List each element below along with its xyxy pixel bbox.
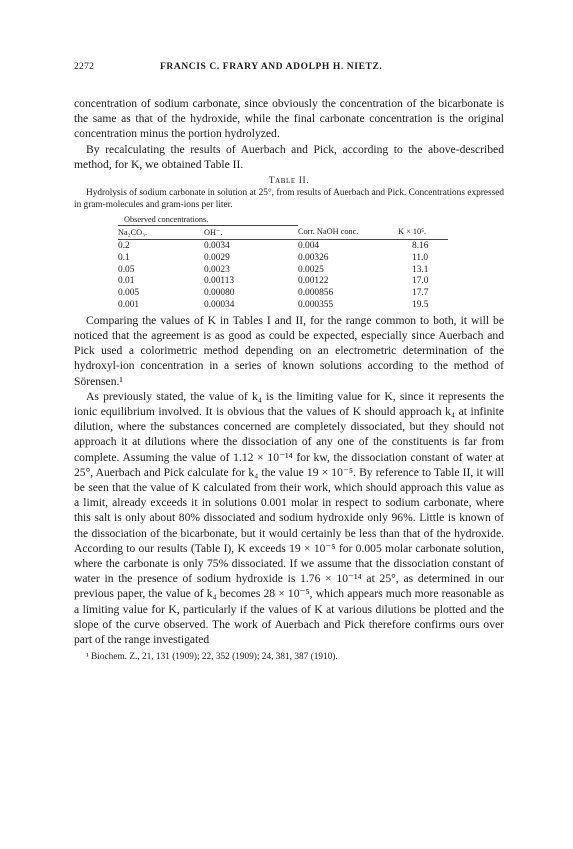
table-cell: 0.2 (118, 240, 130, 251)
table-cell: 8.16 (412, 240, 429, 251)
table-cell: 17.7 (412, 288, 429, 299)
column-header-na2co3: Na₂CO₃. (118, 226, 204, 240)
column-header-k: K × 10⁵. (398, 226, 448, 240)
column-header-oh: OH⁻. (204, 226, 298, 240)
table-cell: 0.0034 (204, 240, 230, 251)
table-cell: 19.5 (412, 299, 429, 310)
table-row (118, 252, 448, 264)
table-cell: 13.1 (412, 264, 429, 275)
paragraph-1: concentration of sodium carbonate, since obviously the concentration of the bicarbonate is the same as that of the hydroxide, while the final carbonate concentration is the original concentration minus the portion hydrolyzed. (74, 97, 504, 141)
table-row (118, 240, 448, 252)
table-cell: 0.005 (118, 288, 140, 299)
table-cell: 0.004 (298, 240, 320, 251)
table-cell: 0.0029 (204, 252, 230, 263)
paragraph-2: By recalculating the results of Auerbach and Pick, according to the above-described method, for K, we obtained Table II. (74, 142, 504, 171)
table-cell: 0.0025 (298, 264, 324, 275)
running-title-authors: FRANCIS C. FRARY AND ADOLPH H. NIETZ. (160, 62, 383, 72)
paragraph-3: Comparing the values of K in Tables I and II, for the range common to both, it will be noticed that the agreement is as good as could be expected, especially since Auerbach and Pick used a colorimetric method depending on an electrometric determination of the hydroxyl-ion concentration in a series of known solutions according to the method of Sörensen.¹ (74, 313, 504, 388)
table-row (118, 264, 448, 276)
group-header: Observed concentrations. (118, 213, 298, 226)
group-header-spacer (298, 213, 448, 226)
table-cell: 17.0 (412, 276, 429, 287)
table-row (118, 287, 448, 299)
table-cell: 0.000355 (298, 299, 334, 310)
footnote: ¹ Biochem. Z., 21, 131 (1909); 22, 352 (1909); 24, 381, 387 (1910). (86, 652, 338, 663)
column-header-corr-naoh: Corr. NaOH conc. (298, 226, 398, 240)
table-cell: 0.1 (118, 252, 130, 263)
table-title: Table II. (268, 176, 310, 187)
table-row (118, 275, 448, 287)
table-cell: 0.00122 (298, 276, 329, 287)
page (74, 62, 504, 663)
table-cell: 0.00326 (298, 252, 329, 263)
table-cell: 0.00034 (204, 299, 235, 310)
table-cell: 0.00113 (204, 276, 235, 287)
table-cell: 0.000856 (298, 288, 334, 299)
paragraph-4: As previously stated, the value of k₄ is the limiting value for K, since it represents the ionic equilibrium involved. It is obvious that the values of K should approach k₄ at infinite dilution, where the substances concerned are completely dissociated, but they should not approach it at dilutions where the dissociation of any one of the constituents is far from complete. Assuming the value of 1.12 × 10⁻¹⁴ for kw, the dissociation constant of water at 25°, Auerbach and Pick calculate for k₄ the value 19 × 10⁻⁵. By reference to Table II, it will be seen that the value of K calculated from their work, which should approach this value as a limit, already exceeds it in solutions 0.001 molar in respect to sodium carbonate, where this salt is only about 80% dissociated and sodium hydroxide only 96%. Little is known of the dissociation of the bicarbonate, but it would certainly be less than that of the hydroxide. According to our results (Table I), K exceeds 19 × 10⁻⁵ for 0.005 molar carbonate solution, where the carbonate is only 75% dissociated. If we assume that the dissociation constant of water in the presence of sodium hydroxide is 1.76 × 10⁻¹⁴ at 25°, as determined in our previous paper, the value of k₄ becomes 28 × 10⁻⁵, which appears much more reasonable as a limiting value for K, particularly if the values of K at various dilutions be plotted and the slope of the curve observed. The work of Auerbach and Pick therefore confirms ours over part of the range investigated (74, 389, 504, 647)
table-cell: 0.01 (118, 276, 135, 287)
table-caption: Hydrolysis of sodium carbonate in solution at 25°, from results of Auerbach and Pick. Concentrations expressed in gram-molecules and gram-ions per liter. (74, 188, 504, 210)
running-header (74, 62, 504, 76)
data-table (118, 213, 448, 311)
table-cell: 0.00080 (204, 288, 235, 299)
table-cell: 0.0023 (204, 264, 230, 275)
table-cell: 0.001 (118, 299, 140, 310)
table-cell: 0.05 (118, 264, 135, 275)
table-row (118, 299, 448, 311)
page-number: 2272 (74, 62, 95, 72)
table-cell: 11.0 (412, 252, 429, 263)
